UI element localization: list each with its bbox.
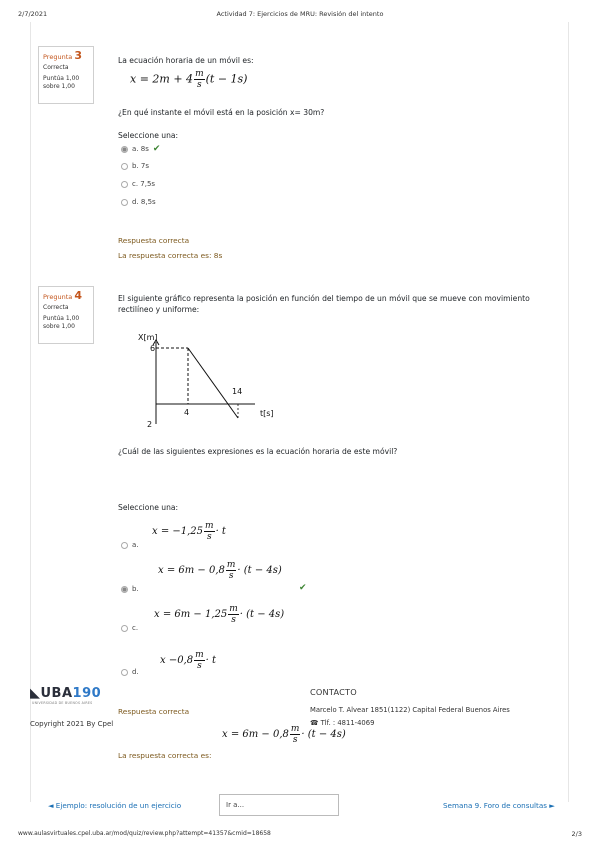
q4-option-b-formula: x = 6m − 0,8 $\frac{m}{s}$ · (t − 4s) xyxy=(158,560,282,581)
radio-icon[interactable] xyxy=(121,199,128,206)
copyright: Copyright 2021 By Cpel xyxy=(30,720,114,728)
page-number: 2/3 xyxy=(571,830,582,838)
radio-icon[interactable] xyxy=(121,625,128,632)
question-4-intro: El siguiente gráfico representa la posición en función del tiempo de un móvil que se mueve con movimiento rectilíneo y uniforme: xyxy=(118,294,530,314)
q3-feedback: Respuesta correcta xyxy=(118,236,190,245)
x-axis-label: t[s] xyxy=(260,409,274,418)
question-number: Pregunta 4 xyxy=(43,289,82,302)
check-icon: ✔ xyxy=(299,583,307,593)
question-4-select-label: Seleccione una: xyxy=(118,503,179,512)
q4-option-d[interactable]: d. xyxy=(121,668,139,676)
q4-option-b[interactable]: b. xyxy=(121,585,139,593)
content-border-right xyxy=(568,22,569,802)
position-time-graph xyxy=(130,328,280,433)
y-axis-label: X[m] xyxy=(138,333,158,342)
question-grade: Puntúa 1,00 xyxy=(43,315,80,322)
q3-right-answer: La respuesta correcta es: 8s xyxy=(118,251,223,260)
radio-selected-icon[interactable] xyxy=(121,146,128,153)
question-3-formula: x = 2m + 4 $\frac{m}{s}$ (t − 1s) xyxy=(130,69,248,90)
position-line xyxy=(188,348,238,418)
question-4-text: ¿Cuál de las siguientes expresiones es la ecuación horaria de este móvil? xyxy=(118,447,398,456)
q4-answer-formula: x = 6m − 0,8 $\frac{m}{s}$ · (t − 4s) xyxy=(222,724,346,745)
question-grade: Puntúa 1,00 xyxy=(43,75,80,82)
contact-phone: ☎ Tlf. : 4811-4069 xyxy=(310,719,375,727)
prev-activity-link[interactable]: ◄ Ejemplo: resolución de un ejercicio xyxy=(48,801,182,810)
question-max-grade: sobre 1,00 xyxy=(43,83,75,90)
q4-option-d-formula: x −0,8 $\frac{m}{s}$ · t xyxy=(160,650,217,671)
jump-to-select[interactable]: Ir a... xyxy=(219,794,339,816)
question-3-intro: La ecuación horaria de un móvil es: xyxy=(118,56,254,65)
radio-icon[interactable] xyxy=(121,542,128,549)
uba-logo: ◣UBA190 xyxy=(30,686,102,701)
tick-6: 6 xyxy=(150,344,156,353)
page-title: Actividad 7: Ejercicios de MRU: Revisión del intento xyxy=(216,10,384,18)
contact-address: Marcelo T. Alvear 1851(1122) Capital Federal Buenos Aires xyxy=(310,706,510,714)
q3-option-b[interactable]: b. 7s xyxy=(121,162,149,170)
question-state: Correcta xyxy=(43,304,69,311)
q4-option-c-formula: x = 6m − 1,25 $\frac{m}{s}$ · (t − 4s) xyxy=(154,604,285,625)
question-state: Correcta xyxy=(43,64,69,71)
next-activity-link[interactable]: Semana 9. Foro de consultas ► xyxy=(443,801,555,810)
print-url: www.aulasvirtuales.cpel.uba.ar/mod/quiz/review.php?attempt=41357&cmid=18658 xyxy=(18,830,271,837)
contact-title: CONTACTO xyxy=(310,687,357,697)
question-number: Pregunta 3 xyxy=(43,49,82,62)
q4-feedback: Respuesta correcta xyxy=(118,707,190,716)
tick-14: 14 xyxy=(232,387,243,396)
content-border-left xyxy=(30,22,31,802)
question-3-text: ¿En qué instante el móvil está en la posición x= 30m? xyxy=(118,108,325,117)
question-3-select-label: Seleccione una: xyxy=(118,131,179,140)
q4-option-c[interactable]: c. xyxy=(121,624,138,632)
q4-option-a-formula: x = −1,25 $\frac{m}{s}$ · t xyxy=(152,521,226,542)
q3-option-a[interactable]: a. 8s ✔ xyxy=(121,144,160,154)
question-max-grade: sobre 1,00 xyxy=(43,323,75,330)
check-icon: ✔ xyxy=(152,144,161,154)
radio-icon[interactable] xyxy=(121,181,128,188)
print-date: 2/7/2021 xyxy=(18,10,48,18)
radio-selected-icon[interactable] xyxy=(121,586,128,593)
tick-4: 4 xyxy=(184,408,190,417)
tick-neg2: 2 xyxy=(147,420,153,429)
uba-logo-subtitle: UNIVERSIDAD DE BUENOS AIRES xyxy=(32,701,93,705)
q3-option-c[interactable]: c. 7,5s xyxy=(121,180,155,188)
q4-right-answer: La respuesta correcta es: xyxy=(118,751,212,760)
q4-option-a[interactable]: a. xyxy=(121,541,139,549)
logo-mark-icon: ◣ xyxy=(30,686,41,701)
radio-icon[interactable] xyxy=(121,163,128,170)
question-3-info xyxy=(38,46,94,104)
phone-icon: ☎ xyxy=(310,719,319,727)
q3-option-d[interactable]: d. 8,5s xyxy=(121,198,156,206)
radio-icon[interactable] xyxy=(121,669,128,676)
question-4-info xyxy=(38,286,94,344)
